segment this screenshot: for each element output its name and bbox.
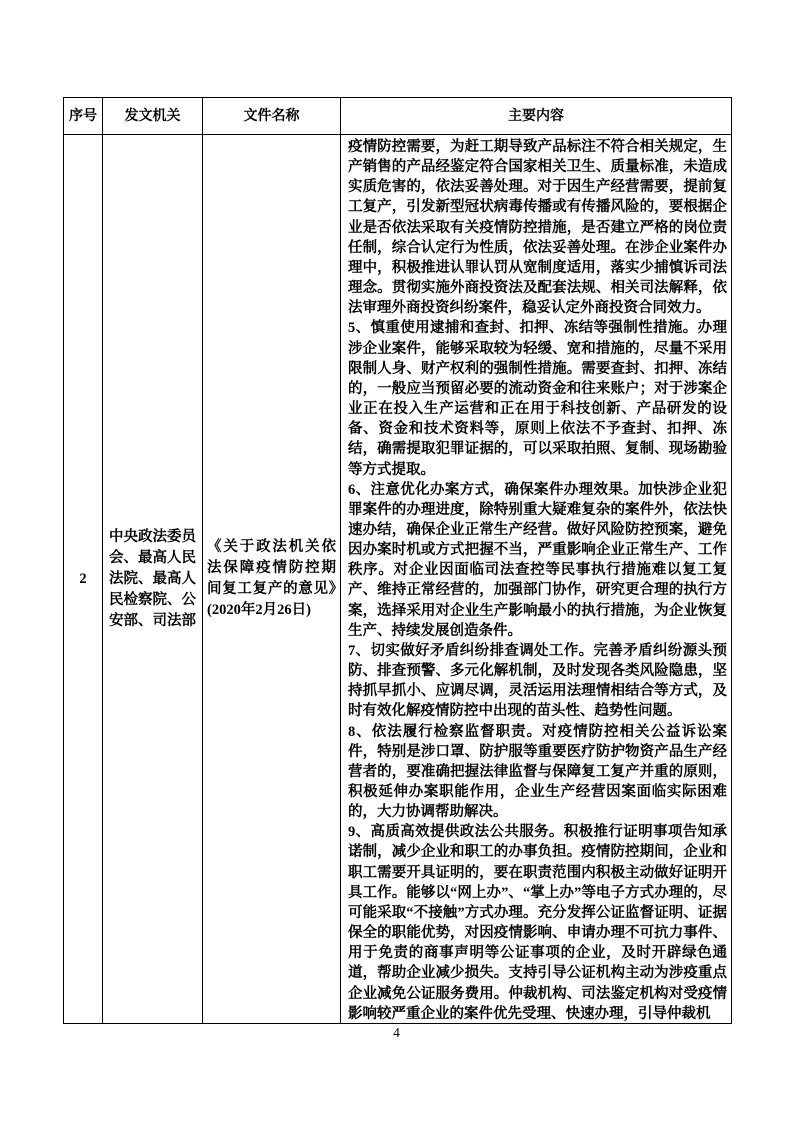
column-header-title: 文件名称 [203, 98, 341, 135]
document-title-text: 《关于政法机关依法保障疫情防控期间复工复产的意见》(2020年2月26日) [207, 539, 336, 618]
document-table [63, 97, 732, 1024]
table-row [64, 135, 732, 1024]
content-paragraph-4: 7、切实做好矛盾纠纷排查调处工作。完善矛盾纠纷源头预防、排查预警、多元化解机制，及时发现各类风险隐患，坚持抓早抓小、应调尽调，灵活运用法理情相结合等方式，及时有效化解疫情防控中出现的苗头性、趋势性问题。 [348, 642, 727, 720]
content-paragraph-6: 9、高质高效提供政法公共服务。积极推行证明事项告知承诺制，减少企业和职工的办事负担。疫情防控期间，企业和职工需要开具证明的，要在职责范围内积极主动做好证明开具工作。能够以“网上办”、“掌上办”等电子方式办理的，尽可能采取“不接触”方式办理。充分发挥公证监督证明、证据保全的职能优势，对因疫情影响、申请办理不可抗力事件、用于免责的商事声明等公证事项的企业，及时开辟绿色通道，帮助企业减少损失。支持引导公证机构主动为涉疫重点企业减免公证服务费用。仲裁机构、司法鉴定机构对受疫情影响较严重企业的案件优先受理、快速办理，引导仲裁机 [348, 824, 727, 1022]
column-header-index: 序号 [64, 98, 103, 135]
content-paragraph-2: 5、慎重使用逮捕和查封、扣押、冻结等强制性措施。办理涉企业案件，能够采取较为轻缓、宽和措施的，尽量不采用限制人身、财产权利的强制性措施。需要查封、扣押、冻结的，一般应当预留必要的流动资金和往来账户；对于涉案企业正在投入生产运营和正在用于科技创新、产品研发的设备、资金和技术资料等，原则上依法不予查封、扣押、冻结，确需提取犯罪证据的，可以采取拍照、复制、现场勘验等方式提取。 [348, 320, 727, 478]
page-number: 4 [393, 1025, 400, 1040]
issuing-agency-text: 中央政法委员会、最高人民法院、最高人民检察院、公安部、司法部 [109, 528, 196, 629]
content-paragraph-1: 疫情防控需要，为赶工期导致产品标注不符合相关规定，生产销售的产品经鉴定符合国家相关卫生、质量标准，未造成实质危害的，依法妥善处理。对于因生产经营需要，提前复工复产，引发新型冠状病毒传播或有传播风险的，要根据企业是否依法采取有关疫情防控措施，是否建立严格的岗位责任制，综合认定行为性质，依法妥善处理。在涉企业案件办理中，积极推进认罪认罚从宽制度适用，落实少捕慎诉司法理念。贯彻实施外商投资法及配套法规、相关司法解释，依法审理外商投资纠纷案件，稳妥认定外商投资合同效力。 [348, 139, 727, 317]
column-header-agency: 发文机关 [103, 98, 203, 135]
column-header-content: 主要内容 [341, 98, 732, 135]
content-paragraph-3: 6、注意优化办案方式，确保案件办理效果。加快涉企业犯罪案件的办理进度，除特别重大疑难复杂的案件外，依法快速办结，确保企业正常生产经营。做好风险防控预案，避免因办案时机或方式把握不当，严重影响企业正常生产、工作秩序。对企业因面临司法查控等民事执行措施难以复工复产、维持正常经营的，加强部门协作，研究更合理的执行方案，选择采用对企业生产影响最小的执行措施，为企业恢复生产、持续发展创造条件。 [348, 481, 727, 639]
row-index-cell: 2 [64, 135, 103, 1024]
document-title-cell [203, 135, 341, 1024]
main-content-text [341, 135, 731, 1023]
table-header-row [64, 98, 732, 135]
content-paragraph-5: 8、依法履行检察监督职责。对疫情防控相关公益诉讼案件，特别是涉口罩、防护服等重要医疗防护物资产品生产经营者的，要准确把握法律监督与保障复工复产并重的原则，积极延伸办案职能作用，企业生产经营因案面临实际困难的，大力协调帮助解决。 [348, 723, 727, 821]
main-content-cell [341, 135, 732, 1024]
issuing-agency-cell [103, 135, 203, 1024]
